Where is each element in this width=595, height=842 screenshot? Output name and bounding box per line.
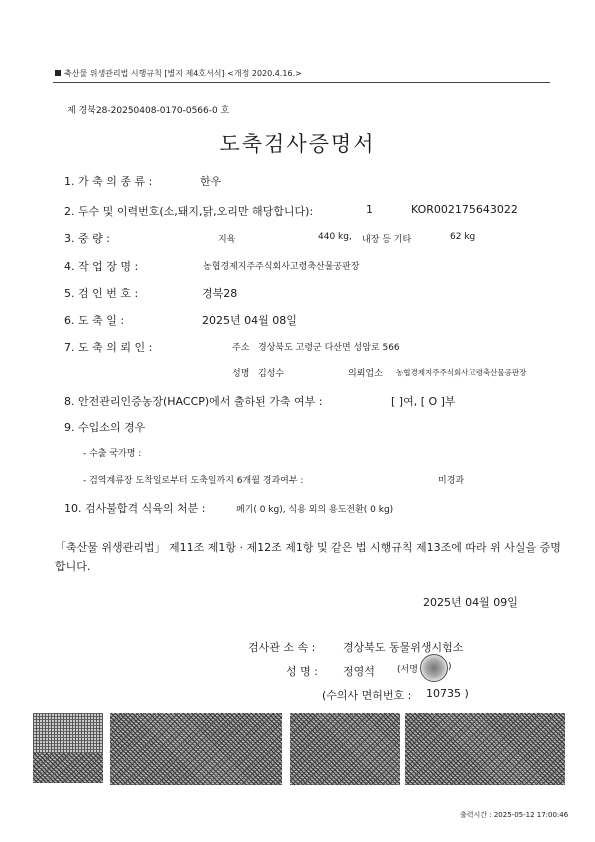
kind-label: 1. 가 축 의 종 류 : xyxy=(64,175,153,188)
kind-value: 한우 xyxy=(200,175,222,188)
license-value: 10735 ) xyxy=(426,687,469,700)
disposal-value: 폐기( 0 kg), 식용 외의 용도전환( 0 kg) xyxy=(236,505,394,515)
issuer-logo xyxy=(33,713,103,753)
certificate-number: 제 경북28-20250408-0170-0566-0 호 xyxy=(67,106,230,116)
slaughter-date-label: 6. 도 축 일 : xyxy=(64,314,125,327)
printed-time: 출력시간 : 2025-05-12 17:00:46 xyxy=(460,811,569,819)
statement-line-1: 「축산물 위생관리법」 제11조 제1항 · 제12조 제1항 및 같은 법 시행규칙 제13조에 따라 위 사실을 증명 xyxy=(55,541,561,554)
client-name-label: 성명 xyxy=(232,369,250,379)
address-label: 주소 xyxy=(232,343,250,353)
inspector-no-label: 5. 검 인 번 호 : xyxy=(64,287,139,300)
official-seal xyxy=(420,654,448,682)
client-business-label: 의뢰업소 xyxy=(348,369,383,379)
seal-close: ) xyxy=(448,662,452,672)
haccp-choice: [ ]여, [ O ]부 xyxy=(391,395,456,408)
weight-other-value: 62 kg xyxy=(450,232,476,242)
form-header: 축산물 위생관리법 시행규칙 [별지 제4호서식] <개정 2020.4.16.> xyxy=(55,68,302,79)
statement-line-2: 합니다. xyxy=(55,560,91,573)
security-pattern-2 xyxy=(110,713,282,785)
issue-date: 2025년 04월 09일 xyxy=(423,596,518,609)
quarantine-value: 미경과 xyxy=(438,476,465,486)
client-business-value: 농협경제지주주식회사고령축산물공판장 xyxy=(396,368,527,377)
inspector-name-label: 성 명 : xyxy=(286,665,318,678)
workplace-label: 4. 작 업 장 명 : xyxy=(64,260,139,273)
client-label: 7. 도 축 의 뢰 인 : xyxy=(64,341,153,354)
import-label: 9. 수입소의 경우 xyxy=(64,421,146,434)
inspector-name-value: 정영석 xyxy=(343,665,375,678)
seal-label: (서명 xyxy=(397,665,418,675)
client-name-value: 김성수 xyxy=(258,369,285,379)
haccp-label: 8. 안전관리인증농장(HACCP)에서 출하된 가축 여부 : xyxy=(64,395,323,408)
weight-label: 3. 중 량 : xyxy=(64,232,110,245)
security-pattern-1 xyxy=(33,753,103,783)
security-pattern-3 xyxy=(290,713,400,785)
weight-other-label: 내장 등 기타 xyxy=(362,235,412,245)
page-title: 도축검사증명서 xyxy=(219,132,376,156)
security-pattern-4 xyxy=(405,713,565,785)
slaughter-date-value: 2025년 04월 08일 xyxy=(202,314,297,327)
license-label: (수의사 면허번호 : xyxy=(322,689,412,702)
quarantine-label: - 검역계류장 도착일로부터 도축일까지 6개월 경과여부 : xyxy=(83,476,304,486)
weight-carcass-value: 440 kg, xyxy=(318,232,352,242)
square-bullet-icon xyxy=(55,70,61,76)
export-country-label: - 수출 국가명 : xyxy=(83,449,142,459)
address-value: 경상북도 고령군 다산면 성암로 566 xyxy=(258,343,400,353)
disposal-label: 10. 검사불합격 식육의 처분 : xyxy=(64,502,206,515)
inspector-affiliation-label: 검사관 소 속 : xyxy=(248,641,316,654)
count-value: 1 xyxy=(366,203,373,216)
workplace-value: 농협경제지주주식회사고령축산물공판장 xyxy=(203,262,360,272)
weight-carcass-label: 지육 xyxy=(218,235,236,245)
count-label: 2. 두수 및 이력번호(소,돼지,닭,오리만 해당합니다): xyxy=(64,205,314,218)
trace-number: KOR002175643022 xyxy=(411,203,518,216)
inspector-affiliation-value: 경상북도 동물위생시험소 xyxy=(343,641,464,654)
inspector-no-value: 경북28 xyxy=(202,287,238,300)
